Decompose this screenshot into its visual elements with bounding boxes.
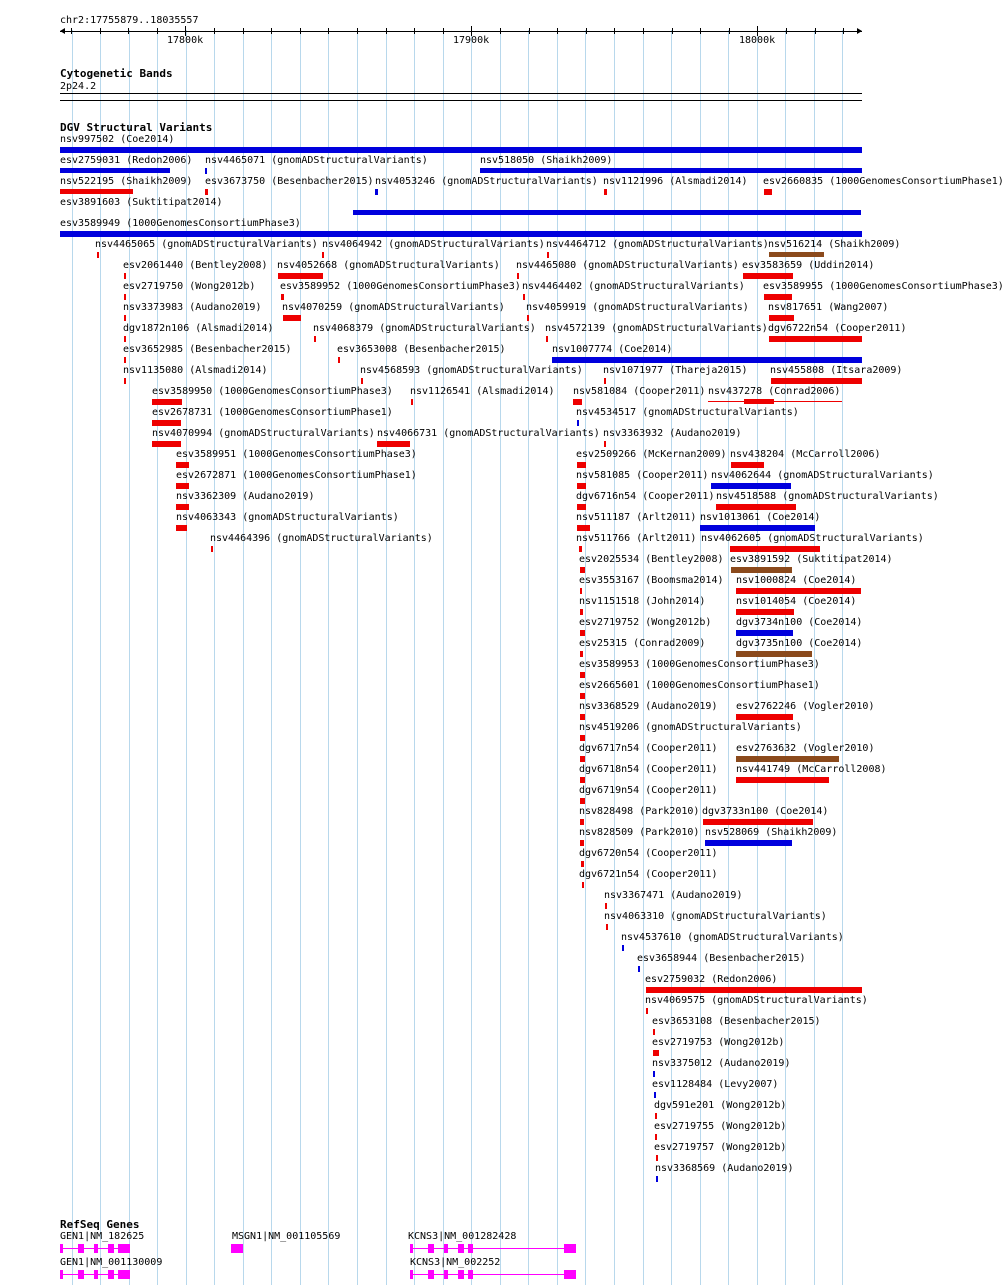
ruler-tick [157, 28, 158, 34]
ruler-tick [100, 28, 101, 34]
sv-bar[interactable] [124, 273, 126, 279]
sv-label[interactable]: dgv6722n54 (Cooper2011) [768, 323, 907, 334]
sv-bar[interactable] [638, 966, 640, 972]
gene-intron-line [410, 1274, 576, 1275]
sv-bar[interactable] [577, 462, 586, 468]
sv-bar[interactable] [580, 630, 585, 636]
sv-label[interactable]: nsv4064942 (gnomADStructuralVariants) [322, 239, 545, 250]
sv-label[interactable]: nsv3368529 (Audano2019) [579, 701, 718, 712]
sv-bar[interactable] [731, 567, 792, 573]
ruler-tick [586, 28, 587, 34]
gene-exon[interactable] [108, 1270, 114, 1279]
sv-label[interactable]: esv3653008 (Besenbacher2015) [337, 344, 506, 355]
sv-bar[interactable] [124, 294, 126, 300]
sv-label[interactable]: esv3891592 (Suktitipat2014) [730, 554, 893, 565]
ruler-arrow-left [60, 28, 65, 34]
sv-bar[interactable] [736, 609, 794, 615]
ruler-tick [815, 28, 816, 34]
sv-label[interactable]: nsv4069575 (gnomADStructuralVariants) [645, 995, 868, 1006]
sv-bar[interactable] [580, 756, 585, 762]
sv-bar[interactable] [338, 357, 340, 363]
gene-exon[interactable] [444, 1270, 448, 1279]
ruler-tick [443, 28, 444, 34]
sv-label[interactable]: dgv3733n100 (Coe2014) [702, 806, 829, 817]
gene-exon[interactable] [571, 1244, 576, 1253]
sv-bar[interactable] [176, 525, 187, 531]
sv-bar[interactable] [622, 945, 624, 951]
sv-label[interactable]: nsv4464396 (gnomADStructuralVariants) [210, 533, 433, 544]
sv-label[interactable]: nsv455808 (Itsara2009) [770, 365, 903, 376]
sv-bar[interactable] [604, 189, 607, 195]
sv-bar[interactable] [176, 504, 189, 510]
sv-label[interactable]: esv2759031 (Redon2006) [60, 155, 193, 166]
ruler-tick [128, 28, 129, 34]
ruler-tick [672, 28, 673, 34]
sv-bar[interactable] [205, 189, 208, 195]
ruler-tick [214, 28, 215, 34]
gene-exon[interactable] [410, 1270, 413, 1279]
sv-span-line [708, 401, 842, 402]
sv-bar[interactable] [278, 273, 323, 279]
dgv-track-title[interactable]: DGV Structural Variants [60, 121, 213, 134]
sv-bar[interactable] [573, 399, 582, 405]
sv-label[interactable]: esv3673750 (Besenbacher2015) [205, 176, 374, 187]
sv-label[interactable]: nsv4518588 (gnomADStructuralVariants) [716, 491, 939, 502]
gene-exon[interactable] [428, 1270, 434, 1279]
sv-label[interactable]: nsv1014054 (Coe2014) [736, 596, 857, 607]
sv-label[interactable]: dgv6721n54 (Cooper2011) [579, 869, 718, 880]
sv-bar[interactable] [60, 147, 862, 153]
gene-exon[interactable] [125, 1244, 130, 1253]
sv-label[interactable]: nsv4052668 (gnomADStructuralVariants) [277, 260, 500, 271]
ruler-tick [729, 28, 730, 34]
sv-label[interactable]: esv1128484 (Levy2007) [652, 1079, 779, 1090]
sv-label[interactable]: nsv4062644 (gnomADStructuralVariants) [711, 470, 934, 481]
sv-bar[interactable] [653, 1050, 659, 1056]
sv-label[interactable]: nsv1000824 (Coe2014) [736, 575, 857, 586]
sv-bar[interactable] [580, 714, 585, 720]
sv-bar[interactable] [577, 504, 586, 510]
sv-label[interactable]: nsv3363932 (Audano2019) [603, 428, 742, 439]
gene-exon[interactable] [94, 1270, 98, 1279]
sv-label[interactable]: nsv3375012 (Audano2019) [652, 1058, 791, 1069]
sv-bar[interactable] [552, 357, 862, 363]
sv-label[interactable]: nsv581084 (Cooper2011) [573, 386, 706, 397]
sv-label[interactable]: nsv4066731 (gnomADStructuralVariants) [377, 428, 600, 439]
sv-label[interactable]: nsv522195 (Shaikh2009) [60, 176, 193, 187]
sv-bar[interactable] [736, 651, 812, 657]
sv-label[interactable]: nsv1126541 (Alsmadi2014) [410, 386, 555, 397]
sv-label[interactable]: esv3589952 (1000GenomesConsortiumPhase3) [280, 281, 521, 292]
grid-line [471, 30, 472, 1285]
sv-bar[interactable] [547, 252, 549, 258]
sv-bar[interactable] [716, 504, 796, 510]
ruler-position: chr2:17755879..18035557 [60, 15, 199, 26]
sv-label[interactable]: nsv438204 (McCarroll2006) [730, 449, 881, 460]
sv-label[interactable]: dgv6717n54 (Cooper2011) [579, 743, 718, 754]
sv-bar[interactable] [152, 420, 181, 426]
ruler-axis [60, 31, 862, 32]
ruler-arrow-right [857, 28, 862, 34]
sv-label[interactable]: dgv591e201 (Wong2012b) [654, 1100, 787, 1111]
sv-label[interactable]: esv3583659 (Uddin2014) [742, 260, 875, 271]
sv-label[interactable]: esv2719753 (Wong2012b) [652, 1037, 785, 1048]
sv-label[interactable]: nsv441749 (McCarroll2008) [736, 764, 887, 775]
grid-line [557, 30, 558, 1285]
sv-bar[interactable] [736, 777, 829, 783]
sv-label[interactable]: esv3589955 (1000GenomesConsortiumPhase3) [763, 281, 1004, 292]
sv-label[interactable]: nsv1071977 (Thareja2015) [603, 365, 748, 376]
grid-line [585, 30, 586, 1285]
gene-exon[interactable] [118, 1244, 123, 1253]
gene-exon[interactable] [94, 1244, 98, 1253]
sv-bar[interactable] [656, 1176, 658, 1182]
sv-bar[interactable] [711, 483, 791, 489]
refseq-track-title[interactable]: RefSeq Genes [60, 1218, 140, 1231]
sv-bar[interactable] [736, 630, 793, 636]
sv-label[interactable]: esv3589950 (1000GenomesConsortiumPhase3) [152, 386, 393, 397]
sv-label[interactable]: nsv528069 (Shaikh2009) [705, 827, 838, 838]
sv-label[interactable]: esv2672871 (1000GenomesConsortiumPhase1) [176, 470, 417, 481]
ruler-tick [700, 28, 701, 34]
gene-label[interactable]: MSGN1|NM_001105569 [232, 1231, 341, 1242]
sv-label[interactable]: nsv4465080 (gnomADStructuralVariants) [516, 260, 739, 271]
grid-line [643, 30, 644, 1285]
sv-label[interactable]: esv3589953 (1000GenomesConsortiumPhase3) [579, 659, 820, 670]
sv-label[interactable]: nsv828498 (Park2010) [579, 806, 700, 817]
grid-line [785, 30, 786, 1285]
sv-bar[interactable] [736, 588, 861, 594]
ruler-tick [386, 28, 387, 34]
sv-bar[interactable] [769, 336, 862, 342]
sv-bar[interactable] [283, 315, 301, 321]
sv-label[interactable]: nsv4070259 (gnomADStructuralVariants) [282, 302, 505, 313]
sv-bar[interactable] [736, 714, 793, 720]
sv-bar[interactable] [60, 231, 862, 237]
sv-bar[interactable] [604, 441, 606, 447]
grid-line [528, 30, 529, 1285]
sv-label[interactable]: dgv6716n54 (Cooper2011) [576, 491, 715, 502]
sv-bar[interactable] [60, 168, 170, 173]
sv-bar[interactable] [655, 1113, 657, 1119]
grid-line [386, 30, 387, 1285]
sv-label[interactable]: nsv1151518 (John2014) [579, 596, 706, 607]
grid-line [814, 30, 815, 1285]
sv-bar[interactable] [411, 399, 413, 405]
sv-bar[interactable] [580, 567, 585, 573]
sv-label[interactable]: esv3589951 (1000GenomesConsortiumPhase3) [176, 449, 417, 460]
sv-bar[interactable] [124, 378, 126, 384]
sv-label[interactable]: nsv1007774 (Coe2014) [552, 344, 673, 355]
sv-label[interactable]: nsv3373983 (Audano2019) [123, 302, 262, 313]
sv-bar[interactable] [769, 315, 794, 321]
gene-exon[interactable] [458, 1244, 464, 1253]
tick-label-17900k: 17900k [453, 35, 490, 46]
gene-label[interactable]: KCNS3|NM_001282428 [408, 1231, 517, 1242]
gene-exon[interactable] [410, 1244, 413, 1253]
sv-bar[interactable] [152, 441, 181, 447]
sv-label[interactable]: dgv6720n54 (Cooper2011) [579, 848, 718, 859]
sv-label[interactable]: nsv1013061 (Coe2014) [700, 512, 821, 523]
gene-label[interactable]: KCNS3|NM_002252 [410, 1257, 501, 1268]
sv-label[interactable]: dgv6719n54 (Cooper2011) [579, 785, 718, 796]
sv-bar[interactable] [580, 651, 583, 657]
sv-label[interactable]: nsv4465065 (gnomADStructuralVariants) [95, 239, 318, 250]
grid-line [757, 30, 758, 1285]
sv-bar[interactable] [577, 420, 579, 426]
sv-label[interactable]: nsv4534517 (gnomADStructuralVariants) [576, 407, 799, 418]
sv-bar[interactable] [580, 798, 585, 804]
sv-bar[interactable] [281, 294, 284, 300]
sv-bar[interactable] [604, 378, 606, 384]
sv-bar[interactable] [527, 315, 529, 321]
gene-label[interactable]: GEN1|NM_182625 [60, 1231, 145, 1242]
sv-label[interactable]: nsv828509 (Park2010) [579, 827, 700, 838]
cytoband-line-top [60, 93, 862, 94]
ruler-tick [243, 28, 244, 34]
cytoband-track-title[interactable]: Cytogenetic Bands [60, 67, 173, 80]
sv-bar[interactable] [646, 987, 862, 993]
sv-label[interactable]: esv2025534 (Bentley2008) [579, 554, 724, 565]
sv-label[interactable]: nsv817651 (Wang2007) [768, 302, 889, 313]
grid-line [414, 30, 415, 1285]
gene-exon[interactable] [238, 1244, 243, 1253]
sv-bar[interactable] [653, 1071, 655, 1077]
ruler-tick [271, 28, 272, 34]
sv-label[interactable]: nsv516214 (Shaikh2009) [768, 239, 901, 250]
sv-label[interactable]: esv2061440 (Bentley2008) [123, 260, 268, 271]
sv-bar[interactable] [769, 252, 824, 257]
gene-exon[interactable] [125, 1270, 130, 1279]
sv-bar[interactable] [771, 378, 862, 384]
gene-intron-line [410, 1248, 576, 1249]
sv-bar[interactable] [580, 819, 584, 825]
sv-label[interactable]: esv3652985 (Besenbacher2015) [123, 344, 292, 355]
sv-label[interactable]: nsv518050 (Shaikh2009) [480, 155, 613, 166]
sv-bar[interactable] [736, 756, 839, 762]
gene-exon[interactable] [468, 1244, 473, 1253]
sv-bar[interactable] [579, 546, 582, 552]
sv-label[interactable]: esv2678731 (1000GenomesConsortiumPhase1) [152, 407, 393, 418]
sv-label[interactable]: nsv1121996 (Alsmadi2014) [603, 176, 748, 187]
sv-bar[interactable] [655, 1134, 657, 1140]
sv-label[interactable]: dgv6718n54 (Cooper2011) [579, 764, 718, 775]
sv-label[interactable]: nsv4537610 (gnomADStructuralVariants) [621, 932, 844, 943]
gene-exon[interactable] [118, 1270, 123, 1279]
sv-label[interactable]: esv3653108 (Besenbacher2015) [652, 1016, 821, 1027]
grid-line [671, 30, 672, 1285]
sv-label[interactable]: nsv581085 (Cooper2011) [576, 470, 709, 481]
grid-line [328, 30, 329, 1285]
grid-line [700, 30, 701, 1285]
sv-label[interactable]: esv2762246 (Vogler2010) [736, 701, 875, 712]
sv-label[interactable]: nsv4568593 (gnomADStructuralVariants) [360, 365, 583, 376]
sv-bar[interactable] [654, 1092, 656, 1098]
gene-exon[interactable] [564, 1244, 571, 1253]
grid-line [842, 30, 843, 1285]
sv-label[interactable]: esv3891603 (Suktitipat2014) [60, 197, 223, 208]
sv-label[interactable]: esv2660835 (1000GenomesConsortiumPhase1) [763, 176, 1004, 187]
sv-label[interactable]: nsv3367471 (Audano2019) [604, 890, 743, 901]
sv-label[interactable]: esv25315 (Conrad2009) [579, 638, 706, 649]
sv-label[interactable]: nsv3368569 (Audano2019) [655, 1163, 794, 1174]
sv-bar[interactable] [523, 294, 525, 300]
sv-bar[interactable] [176, 462, 189, 468]
sv-bar[interactable] [656, 1155, 658, 1161]
gene-exon[interactable] [108, 1244, 114, 1253]
gene-exon[interactable] [458, 1270, 464, 1279]
sv-bar[interactable] [353, 210, 861, 215]
sv-bar[interactable] [653, 1029, 655, 1035]
sv-label[interactable]: nsv4053246 (gnomADStructuralVariants) [375, 176, 598, 187]
sv-label[interactable]: nsv4572139 (gnomADStructuralVariants) [545, 323, 768, 334]
sv-label[interactable]: nsv4059919 (gnomADStructuralVariants) [526, 302, 749, 313]
sv-label[interactable]: esv2759032 (Redon2006) [645, 974, 778, 985]
sv-bar[interactable] [97, 252, 99, 258]
sv-bar[interactable] [480, 168, 862, 173]
gene-exon[interactable] [564, 1270, 571, 1279]
gene-exon[interactable] [78, 1244, 84, 1253]
sv-bar[interactable] [580, 735, 585, 741]
sv-bar[interactable] [580, 777, 585, 783]
tick-label-17800k: 17800k [167, 35, 204, 46]
sv-label[interactable]: dgv3734n100 (Coe2014) [736, 617, 863, 628]
sv-bar[interactable] [731, 462, 764, 468]
cytoband-line-bottom [60, 100, 862, 101]
sv-label[interactable]: esv3658944 (Besenbacher2015) [637, 953, 806, 964]
sv-label[interactable]: esv2719755 (Wong2012b) [654, 1121, 787, 1132]
sv-label[interactable]: nsv511766 (Arlt2011) [576, 533, 697, 544]
sv-bar[interactable] [581, 861, 584, 867]
ruler-tick [643, 28, 644, 34]
sv-bar[interactable] [764, 294, 792, 300]
gene-exon[interactable] [468, 1270, 473, 1279]
sv-label[interactable]: nsv4062605 (gnomADStructuralVariants) [701, 533, 924, 544]
tick-label-18000k: 18000k [739, 35, 776, 46]
gene-exon[interactable] [78, 1270, 84, 1279]
sv-label[interactable]: dgv1872n106 (Alsmadi2014) [123, 323, 274, 334]
gene-exon[interactable] [571, 1270, 576, 1279]
sv-label[interactable]: esv2509266 (McKernan2009) [576, 449, 727, 460]
sv-label[interactable]: nsv4068379 (gnomADStructuralVariants) [313, 323, 536, 334]
sv-bar[interactable] [211, 546, 213, 552]
gene-exon[interactable] [428, 1244, 434, 1253]
sv-bar[interactable] [703, 819, 813, 825]
sv-label[interactable]: nsv4063343 (gnomADStructuralVariants) [176, 512, 399, 523]
ruler-tick [614, 28, 615, 34]
sv-label[interactable]: esv3589949 (1000GenomesConsortiumPhase3) [60, 218, 301, 229]
sv-label[interactable]: esv3553167 (Boomsma2014) [579, 575, 724, 586]
sv-label[interactable]: esv2665601 (1000GenomesConsortiumPhase1) [579, 680, 820, 691]
ruler-tick [300, 28, 301, 34]
sv-bar[interactable] [314, 336, 316, 342]
sv-label[interactable]: nsv4464402 (gnomADStructuralVariants) [522, 281, 745, 292]
grid-line [443, 30, 444, 1285]
sv-bar[interactable] [124, 336, 126, 342]
ruler-tick [414, 28, 415, 34]
sv-label[interactable]: nsv437278 (Conrad2006) [708, 386, 841, 397]
grid-line [500, 30, 501, 1285]
gene-exon[interactable] [231, 1244, 238, 1253]
sv-bar[interactable] [705, 840, 792, 846]
sv-bar[interactable] [577, 483, 586, 489]
sv-bar[interactable] [743, 273, 793, 279]
sv-bar[interactable] [580, 693, 585, 699]
sv-bar[interactable] [124, 357, 126, 363]
sv-label[interactable]: esv2719757 (Wong2012b) [654, 1142, 787, 1153]
sv-bar[interactable] [580, 672, 585, 678]
sv-label[interactable]: nsv4464712 (gnomADStructuralVariants) [546, 239, 769, 250]
ruler-tick [357, 28, 358, 34]
grid-line [614, 30, 615, 1285]
ruler-tick [529, 28, 530, 34]
sv-label[interactable]: nsv4070994 (gnomADStructuralVariants) [152, 428, 375, 439]
sv-label[interactable]: nsv4063310 (gnomADStructuralVariants) [604, 911, 827, 922]
sv-label[interactable]: nsv4465071 (gnomADStructuralVariants) [205, 155, 428, 166]
sv-bar[interactable] [606, 924, 608, 930]
gene-exon[interactable] [60, 1244, 63, 1253]
grid-line [357, 30, 358, 1285]
sv-label[interactable]: nsv4519206 (gnomADStructuralVariants) [579, 722, 802, 733]
sv-bar[interactable] [646, 1008, 648, 1014]
sv-bar[interactable] [577, 525, 590, 531]
sv-bar[interactable] [205, 168, 207, 174]
sv-label[interactable]: nsv3362309 (Audano2019) [176, 491, 315, 502]
sv-bar[interactable] [580, 609, 583, 615]
sv-label[interactable]: nsv997502 (Coe2014) [60, 134, 175, 145]
sv-label[interactable]: dgv3735n100 (Coe2014) [736, 638, 863, 649]
sv-bar[interactable] [377, 441, 410, 447]
ruler-tick [500, 28, 501, 34]
ruler-tick [557, 28, 558, 34]
sv-bar[interactable] [322, 252, 324, 258]
sv-bar[interactable] [124, 315, 126, 321]
ruler-tick [71, 28, 72, 34]
sv-label[interactable]: nsv511187 (Arlt2011) [576, 512, 697, 523]
sv-bar[interactable] [546, 336, 548, 342]
ruler-tick [786, 28, 787, 34]
sv-label[interactable]: esv2719750 (Wong2012b) [123, 281, 256, 292]
cytoband-label: 2p24.2 [60, 81, 97, 92]
gene-exon[interactable] [444, 1244, 448, 1253]
sv-bar[interactable] [730, 546, 820, 552]
gene-label[interactable]: GEN1|NM_001130009 [60, 1257, 163, 1268]
sv-label[interactable]: esv2763632 (Vogler2010) [736, 743, 875, 754]
sv-bar[interactable] [517, 273, 519, 279]
sv-label[interactable]: esv2719752 (Wong2012b) [579, 617, 712, 628]
sv-bar[interactable] [361, 378, 363, 384]
sv-bar[interactable] [605, 903, 607, 909]
sv-bar[interactable] [60, 189, 133, 194]
ruler-tick [328, 28, 329, 34]
sv-bar[interactable] [580, 840, 584, 846]
grid-line [728, 30, 729, 1285]
sv-bar[interactable] [700, 525, 815, 531]
sv-bar[interactable] [582, 882, 584, 888]
sv-bar[interactable] [580, 588, 582, 594]
sv-bar[interactable] [152, 399, 182, 405]
gene-exon[interactable] [60, 1270, 63, 1279]
sv-bar[interactable] [375, 189, 378, 195]
ruler-tick [843, 28, 844, 34]
sv-label[interactable]: nsv1135080 (Alsmadi2014) [123, 365, 268, 376]
sv-bar[interactable] [176, 483, 189, 489]
sv-bar[interactable] [764, 189, 772, 195]
